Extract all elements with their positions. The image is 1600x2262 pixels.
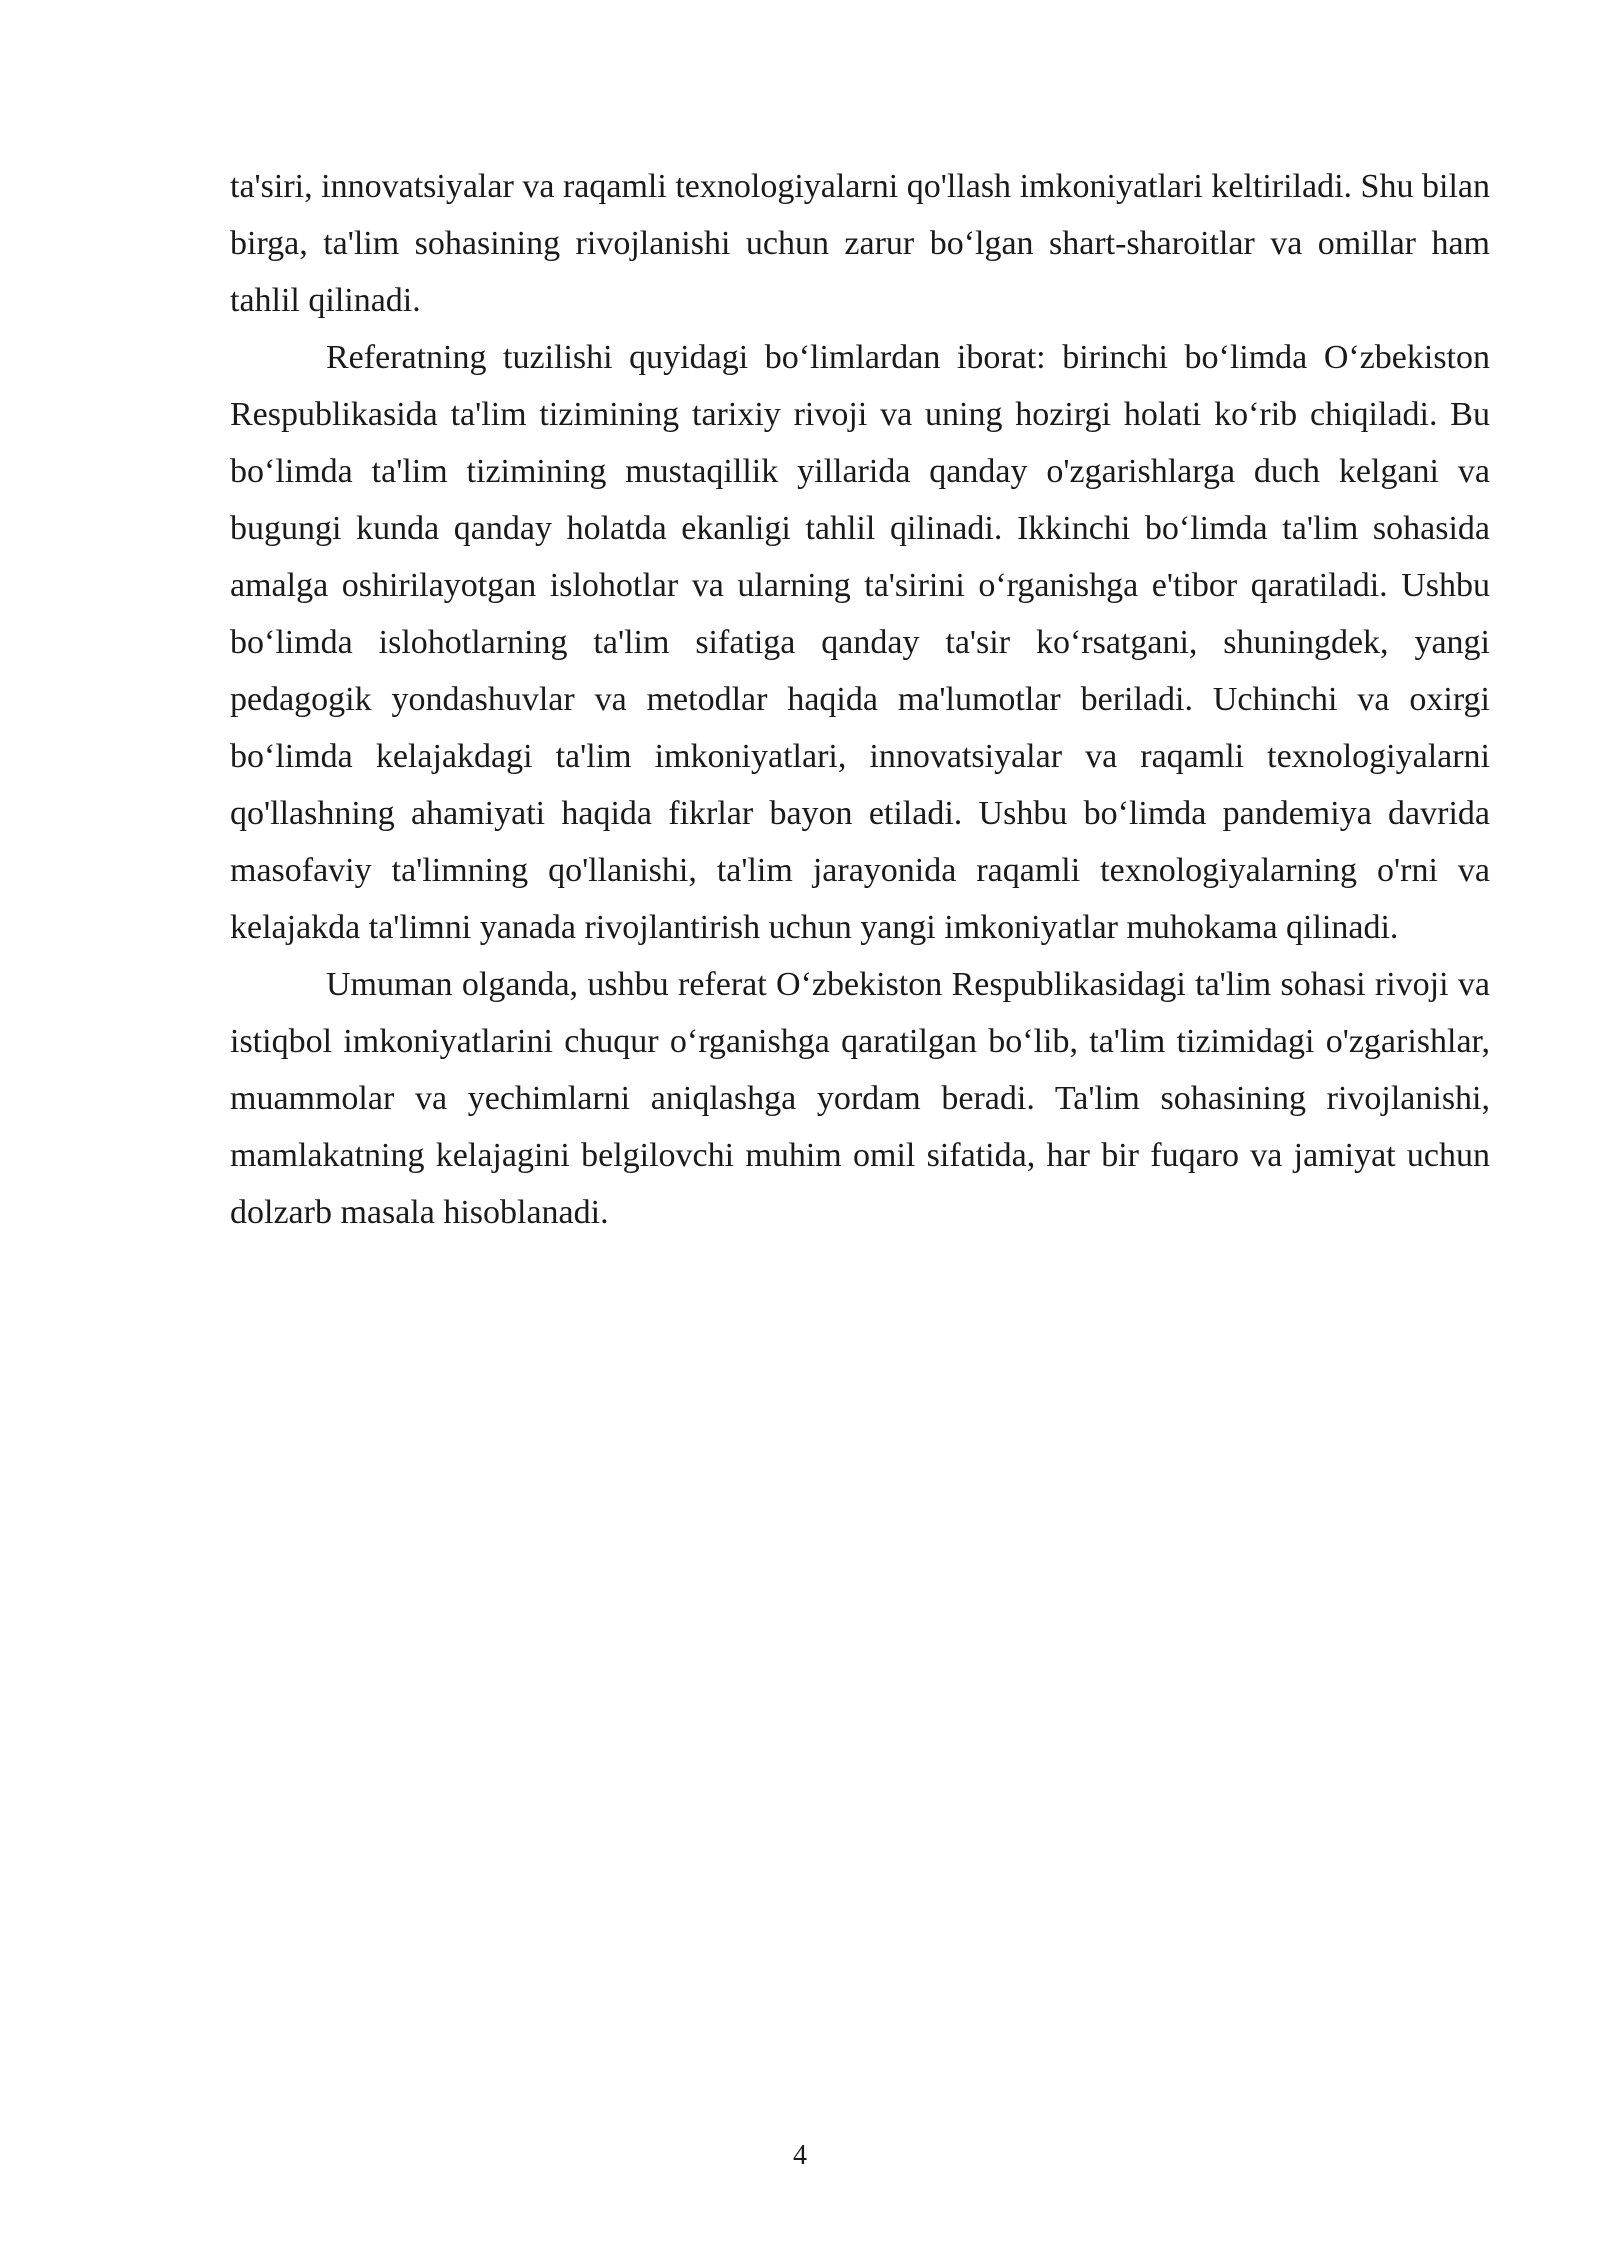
paragraph-conclusion: Umuman olganda, ushbu referat Oʻzbekiston Respublikasidagi ta'lim sohasi rivoji va istiqbol imkoniyatlarini chuqur oʻrganishga qaratilgan boʻlib, ta'lim tizimidagi o'zgarishlar, muammolar va yechimlarni aniqlashga yordam beradi. Ta'lim sohasining rivojlanishi, mamlakatning kelajagini belgilovchi muhim omil sifatida, har bir fuqaro va jamiyat uchun dolzarb masala hisoblanadi. [230, 966, 1490, 1231]
page-number: 4 [793, 2140, 807, 2171]
body-text [230, 158, 1490, 1241]
paragraph-continuation: ta'siri, innovatsiyalar va raqamli texnologiyalarni qo'llash imkoniyatlari keltiriladi. Shu bilan birga, ta'lim sohasining rivojlanishi uchun zarur boʻlgan shart-sharoitlar va omillar ham tahlil qilinadi. [230, 168, 1490, 319]
paragraph-structure: Referatning tuzilishi quyidagi boʻlimlardan iborat: birinchi boʻlimda Oʻzbekiston Respublikasida ta'lim tizimining tarixiy rivoji va uning hozirgi holati koʻrib chiqiladi. Bu boʻlimda ta'lim tizimining mustaqillik yillarida qanday o'zgarishlarga duch kelgani va bugungi kunda qanday holatda ekanligi tahlil qilinadi. Ikkinchi boʻlimda ta'lim sohasida amalga oshirilayotgan islohotlar va ularning ta'sirini oʻrganishga e'tibor qaratiladi. Ushbu boʻlimda islohotlarning ta'lim sifatiga qanday ta'sir koʻrsatgani, shuningdek, yangi pedagogik yondashuvlar va metodlar haqida ma'lumotlar beriladi. Uchinchi va oxirgi boʻlimda kelajakdagi ta'lim imkoniyatlari, innovatsiyalar va raqamli texnologiyalarni qo'llashning ahamiyati haqida fikrlar bayon etiladi. Ushbu boʻlimda pandemiya davrida masofaviy ta'limning qo'llanishi, ta'lim jarayonida raqamli texnologiyalarning o'rni va kelajakda ta'limni yanada rivojlantirish uchun yangi imkoniyatlar muhokama qilinadi. [230, 339, 1490, 946]
